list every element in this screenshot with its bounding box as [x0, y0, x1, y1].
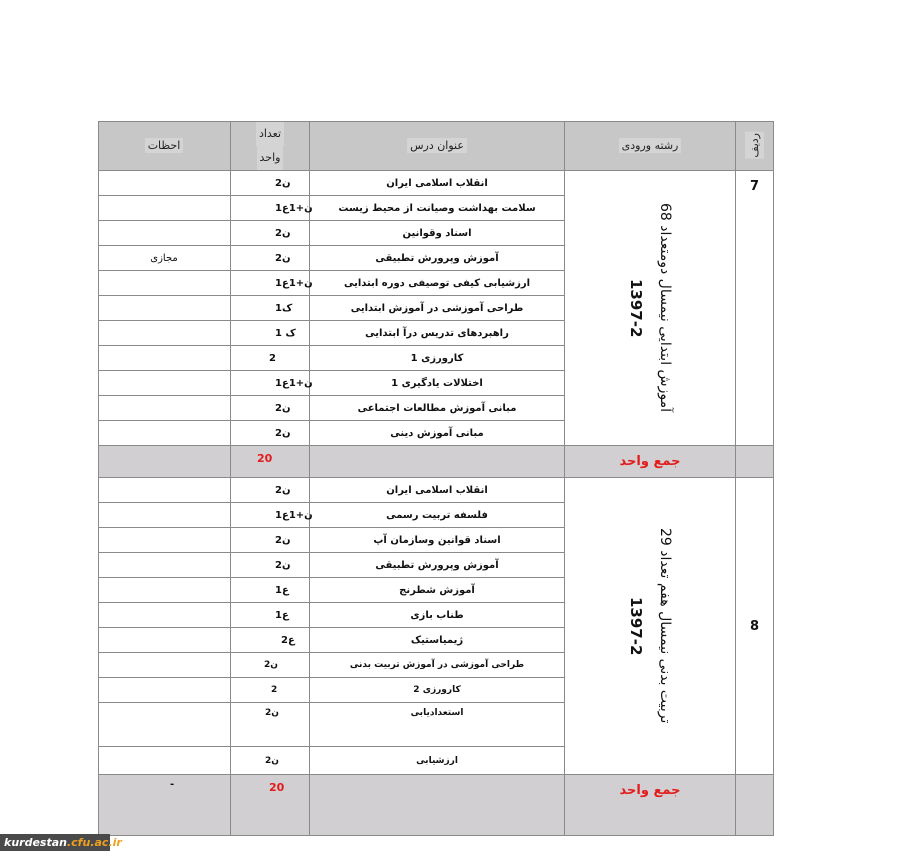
- total-label: جمع واحد: [565, 775, 736, 836]
- course-title: انقلاب اسلامی ایران: [310, 478, 565, 503]
- units-value: 2ن: [264, 660, 278, 670]
- units-value: 1ن+1ع: [275, 377, 313, 389]
- course-units: [231, 703, 310, 747]
- course-table: [98, 121, 774, 836]
- course-units: [231, 346, 310, 371]
- course-notes: [98, 503, 231, 528]
- section-field: [565, 478, 736, 775]
- units-value: 2ن: [265, 708, 279, 718]
- course-title: آموزش وپرورش تطبیقی: [310, 553, 565, 578]
- total-units: 20: [231, 775, 310, 836]
- header-row-number-label: ردیف: [745, 132, 764, 159]
- course-units: [231, 747, 310, 775]
- course-notes: [98, 703, 231, 747]
- course-notes: [98, 171, 231, 196]
- total-notes: [98, 446, 231, 478]
- course-title: اسناد وقوانین: [310, 221, 565, 246]
- total-course: [310, 446, 565, 478]
- course-notes: [98, 628, 231, 653]
- course-title: راهبردهای تدریس درآ ابتدایی: [310, 321, 565, 346]
- course-units: [231, 421, 310, 446]
- course-title: کارورزی 2: [310, 678, 565, 703]
- course-notes: [98, 747, 231, 775]
- course-title: مبانی آموزش دینی: [310, 421, 565, 446]
- course-title: مبانی آموزش مطالعات اجتماعی: [310, 396, 565, 421]
- total-label: جمع واحد: [565, 446, 736, 478]
- course-title: اسناد قوانین وسازمان آپ: [310, 528, 565, 553]
- course-notes: [98, 296, 231, 321]
- course-units: [231, 271, 313, 296]
- header-units: [231, 121, 310, 171]
- units-value: 2: [269, 352, 276, 364]
- course-units: [231, 653, 310, 678]
- course-title: آموزش شطرنج: [310, 578, 565, 603]
- course-units: [231, 221, 310, 246]
- course-units: [231, 171, 310, 196]
- course-title: ارزشیابی: [310, 747, 565, 775]
- total-course: [310, 775, 565, 836]
- header-units-line1: تعداد: [256, 122, 284, 146]
- header-units-line2: واحد: [257, 146, 284, 170]
- course-notes: [98, 528, 231, 553]
- units-value: 2ع: [281, 634, 295, 646]
- field-code: 1397-2: [627, 596, 645, 656]
- course-notes: [98, 271, 231, 296]
- course-units: [231, 528, 310, 553]
- field-code: 1397-2: [627, 278, 645, 338]
- total-notes: -: [98, 775, 231, 836]
- course-units: [231, 296, 310, 321]
- course-title: فلسفه تربیت رسمی: [310, 503, 565, 528]
- course-title: طناب بازی: [310, 603, 565, 628]
- field-title: تربیت بدنی نیمسال هفم تعداد 29: [657, 528, 673, 724]
- units-value: 1ن+1ع: [275, 277, 313, 289]
- course-units: [231, 196, 313, 221]
- course-notes: مجازی: [98, 246, 231, 271]
- units-value: 1ع: [275, 609, 289, 621]
- course-title: انقلاب اسلامی ایران: [310, 171, 565, 196]
- row-number-value: 7: [749, 179, 760, 194]
- header-field: [565, 121, 736, 171]
- section-row-number: [736, 478, 774, 775]
- course-units: [231, 246, 310, 271]
- units-value: 1 ک: [275, 327, 296, 339]
- course-notes: [98, 321, 231, 346]
- units-value: 1ک: [275, 302, 293, 314]
- units-value: 2: [271, 685, 278, 695]
- units-value: 1ن+1ع: [275, 202, 313, 214]
- course-notes: [98, 603, 231, 628]
- course-units: [231, 503, 313, 528]
- course-title: طراحی آموزشی در آموزش تربیت بدنی: [310, 653, 565, 678]
- watermark-domain: .cfu.ac.ir: [66, 836, 122, 849]
- course-units: [231, 478, 310, 503]
- field-title: آموزش ابتدایی نیمسال دومتعداد 68: [657, 203, 673, 413]
- units-value: 1ن+1ع: [275, 509, 313, 521]
- header-notes-label: احظات: [145, 138, 184, 153]
- header-field-label: رشته ورودی: [619, 138, 682, 153]
- units-value: 2ن: [275, 402, 291, 414]
- total-row-number: [736, 446, 774, 478]
- course-units: [231, 396, 310, 421]
- total-row-number: [736, 775, 774, 836]
- course-title: ژیمیاستیک: [310, 628, 565, 653]
- course-notes: [98, 678, 231, 703]
- course-notes: [98, 221, 231, 246]
- site-watermark: [0, 834, 122, 851]
- course-units: [231, 371, 313, 396]
- units-value: 1ع: [275, 584, 289, 596]
- course-title: ارزشیابی کیفی توصیفی دوره ابتدایی: [310, 271, 565, 296]
- total-units: 20: [231, 446, 310, 478]
- course-notes: [98, 346, 231, 371]
- course-units: [231, 678, 310, 703]
- course-notes: [98, 653, 231, 678]
- course-units: [231, 553, 310, 578]
- row-number-value: 8: [749, 618, 760, 634]
- header-course-label: عنوان درس: [407, 138, 467, 153]
- course-notes: [98, 553, 231, 578]
- header-notes: [98, 121, 231, 171]
- course-units: [231, 603, 310, 628]
- header-row-number: [736, 121, 774, 171]
- course-title: اختلالات یادگیری 1: [310, 371, 565, 396]
- units-value: 2ن: [275, 484, 291, 496]
- course-notes: [98, 478, 231, 503]
- units-value: 2ن: [275, 427, 291, 439]
- course-notes: [98, 396, 231, 421]
- course-notes: [98, 371, 231, 396]
- watermark-prefix: kurdestan: [4, 836, 67, 849]
- course-title: استعدادیابی: [310, 703, 565, 747]
- course-notes: [98, 421, 231, 446]
- units-value: 2ن: [275, 227, 291, 239]
- section-row-number: [736, 171, 774, 446]
- course-units: [231, 578, 310, 603]
- course-title: سلامت بهداشت وصیانت از محیط زیست: [310, 196, 565, 221]
- units-value: 2ن: [265, 755, 279, 766]
- course-notes: [98, 578, 231, 603]
- course-title: کارورزی 1: [310, 346, 565, 371]
- units-value: 2ن: [275, 534, 291, 546]
- course-units: [231, 628, 310, 653]
- header-course: [310, 121, 565, 171]
- course-title: آموزش وپرورش تطبیقی: [310, 246, 565, 271]
- units-value: 2ن: [275, 177, 291, 189]
- units-value: 2ن: [275, 559, 291, 571]
- course-title: طراحی آموزشی در آموزش ابتدایی: [310, 296, 565, 321]
- section-field: [565, 171, 736, 446]
- units-value: 2ن: [275, 252, 291, 264]
- course-units: [231, 321, 310, 346]
- course-notes: [98, 196, 231, 221]
